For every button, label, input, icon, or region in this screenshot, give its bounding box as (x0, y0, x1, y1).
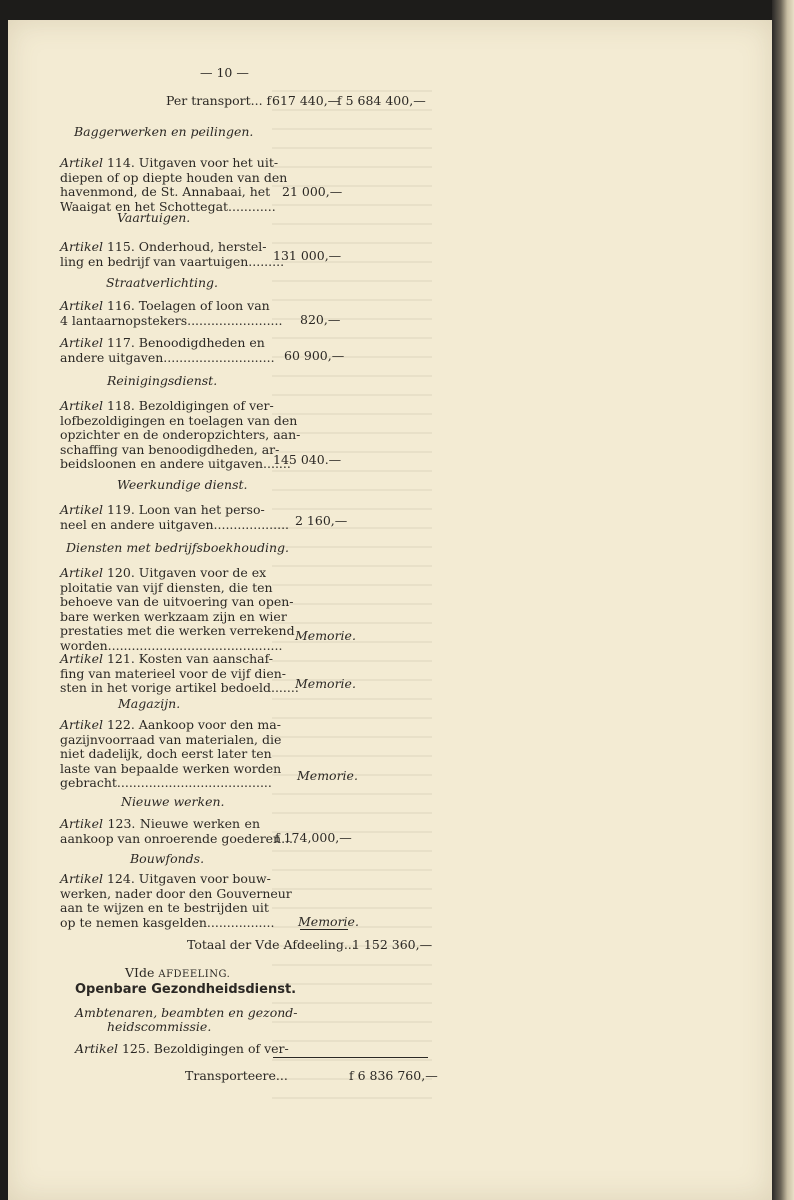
article-125: Artikel 125. Bezoldigingen of ver- (75, 1041, 289, 1056)
total-amount: 1 152 360,— (352, 937, 433, 952)
article-116: Artikel 116. Toelagen of loon van 4 lantaarnopstekers........................ (60, 298, 283, 328)
total-label: Totaal der Vde Afdeeling... (187, 937, 356, 952)
footer-amount: f 6 836 760,— (349, 1068, 438, 1083)
amount-123: f 174,000,— (275, 830, 352, 845)
amount-116: 820,— (300, 312, 341, 327)
heading-magazijn: Magazijn. (118, 696, 181, 711)
article-124: Artikel 124. Uitgaven voor bouw- werken, nader door den Gouverneur aan te wijzen en te bestrijden uit op te nemen kasgelden................. (60, 871, 292, 930)
article-120: Artikel 120. Uitgaven voor de ex ploitatie van vijf diensten, die ten behoeve van de uitvoering van open- bare werken werkzaam zijn en wier prestaties met die werken verrekend worden............................................ (60, 565, 295, 653)
article-115: Artikel 115. Onderhoud, herstel- ling en bedrijf van vaartuigen......... (60, 239, 285, 269)
amount-124: Memorie. (298, 914, 359, 929)
transport-label: Per transport... f (166, 93, 272, 108)
section-subheading-2: heidscommissie. (107, 1019, 212, 1034)
total-rule (300, 929, 348, 930)
amount-118: 145 040.— (273, 452, 342, 467)
footer-rule (273, 1057, 428, 1058)
transport-total: f 5 684 400,— (337, 93, 426, 108)
amount-120: Memorie. (295, 628, 356, 643)
amount-117: 60 900,— (284, 348, 345, 363)
article-121: Artikel 121. Kosten van aanschaf- fing van materieel voor de vijf dien- sten in het vorige artikel bedoeld....... (60, 651, 299, 695)
book-gutter (772, 0, 794, 1200)
article-label: Artikel (60, 155, 103, 170)
section-number: VIde AFDEELING. (125, 965, 231, 980)
heading-straatverlichting: Straatverlichting. (106, 275, 219, 290)
heading-diensten: Diensten met bedrijfsboekhouding. (66, 540, 290, 555)
amount-115: 131 000,— (273, 248, 342, 263)
heading-vaartuigen: Vaartuigen. (117, 210, 191, 225)
amount-114: 21 000,— (282, 184, 343, 199)
heading-baggerwerken: Baggerwerken en peilingen. (74, 124, 254, 139)
article-117: Artikel 117. Benoodigdheden en andere uitgaven............................ (60, 335, 275, 365)
article-119: Artikel 119. Loon van het perso- neel en andere uitgaven................... (60, 502, 290, 532)
heading-bouwfonds: Bouwfonds. (130, 851, 205, 866)
heading-nieuwe-werken: Nieuwe werken. (121, 794, 225, 809)
heading-reinigingsdienst: Reinigingsdienst. (107, 373, 218, 388)
amount-119: 2 160,— (295, 513, 348, 528)
transport-amount: 617 440,— (272, 93, 341, 108)
page-number: — 10 — (200, 65, 249, 80)
section-title: Openbare Gezondheidsdienst. (75, 982, 297, 997)
article-122: Artikel 122. Aankoop voor den ma- gazijnvoorraad van materialen, die niet dadelijk, doch eerst later ten laste van bepaalde werken worden gebracht....................................... (60, 717, 282, 790)
footer-label: Transporteere... (185, 1068, 288, 1083)
heading-weerkundige: Weerkundige dienst. (117, 477, 248, 492)
article-123: Artikel 123. Nieuwe werken en aankoop van onroerende goederen.... (60, 816, 298, 846)
section-subheading-1: Ambtenaren, beambten en gezond- (75, 1005, 298, 1020)
article-118: Artikel 118. Bezoldigingen of ver- lofbezoldigingen en toelagen van den opzichter en de onderopzichters, aan- schaffing van benoodigdheden, ar- beidsloonen en andere uitgaven....... (60, 398, 301, 471)
amount-121: Memorie. (295, 676, 356, 691)
article-114: Artikel 114. Uitgaven voor het uit- diepen of op diepte houden van den havenmond, de St. Annabaai, het Waaigat en het Schottegat............ (60, 155, 288, 214)
amount-122: Memorie. (297, 768, 358, 783)
